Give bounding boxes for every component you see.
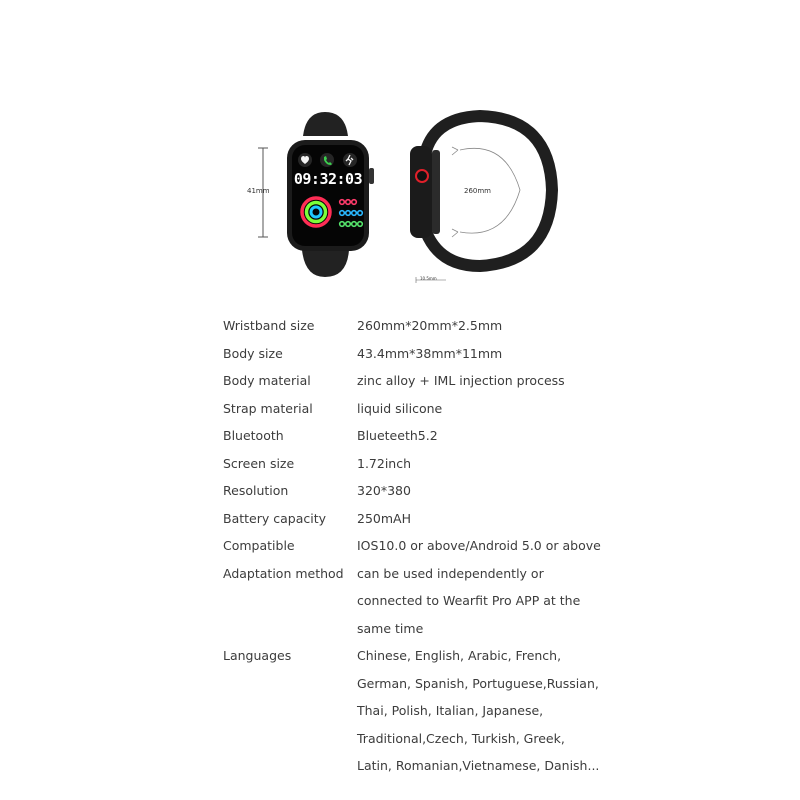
watch-side-body — [410, 146, 432, 238]
spec-value-line: Traditional,Czech, Turkish, Greek, — [357, 730, 565, 746]
spec-label: Languages — [223, 648, 292, 663]
spec-value — [357, 450, 643, 478]
spec-value — [357, 560, 643, 643]
spec-value — [357, 532, 643, 560]
spec-value-line: 320*380 — [357, 483, 411, 498]
spec-value-line: can be used independently or — [357, 565, 544, 581]
spec-row — [223, 450, 643, 478]
spec-label: Body material — [223, 373, 311, 388]
spec-value-line: IOS10.0 or above/Android 5.0 or above — [357, 538, 601, 553]
spec-value-line: liquid silicone — [357, 400, 443, 416]
watch-illustration — [0, 0, 800, 300]
strap-bottom — [302, 250, 349, 277]
watch-time: 09:32:03 — [293, 170, 363, 188]
spec-row — [223, 395, 643, 423]
spec-row — [223, 340, 643, 368]
strap-length-label: 260mm — [464, 187, 491, 195]
spec-row — [223, 505, 643, 533]
spec-row — [223, 422, 643, 450]
spec-label: Bluetooth — [223, 428, 284, 443]
spec-value-line: 1.72inch — [357, 455, 412, 471]
spec-value-line: zinc alloy + IML injection process — [357, 373, 565, 388]
spec-value-line: Latin, Romanian,Vietnamese, Danish... — [357, 758, 600, 773]
spec-label: Battery capacity — [223, 510, 327, 526]
spec-value-line: connected to Wearfit Pro APP at the — [357, 593, 581, 608]
thickness-label: 10.5mm — [420, 276, 437, 281]
spec-value — [357, 340, 643, 368]
spec-value-line: Thai, Polish, Italian, Japanese, — [357, 703, 544, 718]
spec-row — [223, 367, 643, 395]
spec-label: Screen size — [223, 455, 295, 471]
side-crown-button — [416, 170, 428, 182]
spec-value — [357, 642, 643, 780]
spec-label: Resolution — [223, 483, 289, 498]
spec-value-line: Blueteeth5.2 — [357, 428, 438, 443]
spec-value-line: same time — [357, 620, 424, 636]
spec-row — [223, 560, 643, 643]
spec-value-line: Chinese, English, Arabic, French, — [357, 648, 562, 663]
spec-value-line: 250mAH — [357, 510, 411, 526]
spec-value — [357, 395, 643, 423]
strap-top — [303, 112, 348, 136]
spec-value-line: German, Spanish, Portuguese,Russian, — [357, 675, 599, 691]
spec-row — [223, 642, 643, 780]
spec-value — [357, 477, 643, 505]
spec-value — [357, 505, 643, 533]
spec-label: Body size — [223, 345, 283, 361]
spec-label: Adaptation method — [223, 565, 344, 581]
crown — [369, 168, 374, 184]
spec-row — [223, 477, 643, 505]
watch-dimension-diagram — [0, 0, 800, 300]
spec-label: Compatible — [223, 538, 295, 553]
spec-row — [223, 532, 643, 560]
height-label: 41mm — [247, 187, 270, 195]
spec-row — [223, 312, 643, 340]
spec-label: Strap material — [223, 400, 313, 416]
spec-table — [223, 312, 643, 780]
spec-value — [357, 367, 643, 395]
spec-value-line: 43.4mm*38mm*11mm — [357, 345, 503, 361]
spec-label: Wristband size — [223, 318, 315, 333]
spec-value — [357, 312, 643, 340]
spec-value — [357, 422, 643, 450]
spec-value-line: 260mm*20mm*2.5mm — [357, 318, 503, 333]
